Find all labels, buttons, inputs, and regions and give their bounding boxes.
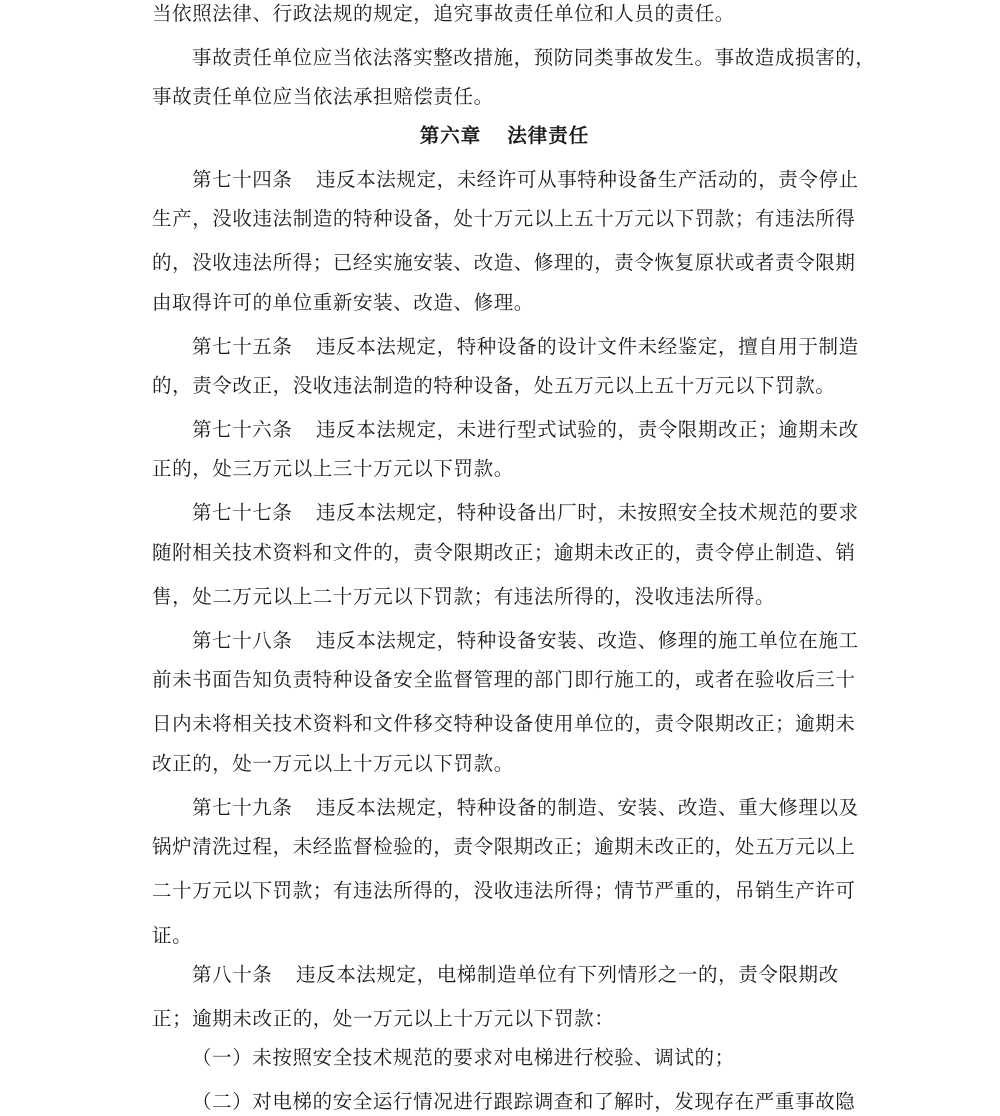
article-number: 第七十四条 [192, 168, 293, 191]
text-line: 前未书面告知负责特种设备安全监督管理的部门即行施工的，或者在验收后三十 [152, 668, 856, 691]
article-number: 第七十七条 [192, 501, 293, 524]
text-line: 事故责任单位应当依法承担赔偿责任。 [152, 85, 494, 108]
list-item: （一）未按照安全技术规范的要求对电梯进行校验、调试的； [192, 1046, 735, 1069]
article-first-line [192, 166, 859, 194]
chapter-heading [152, 122, 857, 150]
chapter-number: 第六章 [419, 124, 482, 147]
text-line: 正；逾期未改正的，处一万元以上十万元以下罚款： [152, 1007, 615, 1030]
article-text: 违反本法规定，特种设备出厂时，未按照安全技术规范的要求 [316, 501, 859, 524]
article-text: 违反本法规定，特种设备的设计文件未经鉴定，擅自用于制造 [316, 335, 859, 358]
text-line: 改正的，处一万元以上十万元以下罚款。 [152, 752, 514, 775]
article-first-line [192, 416, 859, 444]
article-number: 第七十六条 [192, 418, 293, 441]
article-first-line [192, 627, 859, 655]
text-line: 正的，处三万元以上三十万元以下罚款。 [152, 457, 514, 480]
chapter-title: 法律责任 [507, 124, 590, 147]
article-first-line [192, 794, 859, 822]
text-line: 事故责任单位应当依法落实整改措施，预防同类事故发生。事故造成损害的， [192, 46, 876, 69]
article-number: 第八十条 [192, 963, 273, 986]
text-line: 由取得许可的单位重新安装、改造、修理。 [152, 291, 534, 314]
text-line: 证。 [152, 924, 193, 947]
article-number: 第七十八条 [192, 629, 293, 652]
article-text: 违反本法规定，未进行型式试验的，责令限期改正；逾期未改 [316, 418, 859, 441]
article-first-line [192, 961, 839, 989]
text-line: 的，没收违法所得；已经实施安装、改造、修理的，责令恢复原状或者责令限期 [152, 251, 856, 274]
article-text: 违反本法规定，特种设备安装、改造、修理的施工单位在施工 [316, 629, 859, 652]
article-text: 违反本法规定，未经许可从事特种设备生产活动的，责令停止 [316, 168, 859, 191]
text-line: 随附相关技术资料和文件的，责令限期改正；逾期未改正的，责令停止制造、销 [152, 541, 856, 564]
article-text: 违反本法规定，特种设备的制造、安装、改造、重大修理以及 [316, 796, 859, 819]
text-line: 二十万元以下罚款；有违法所得的，没收违法所得；情节严重的，吊销生产许可 [152, 879, 856, 902]
article-first-line [192, 499, 859, 527]
text-line: 锅炉清洗过程，未经监督检验的，责令限期改正；逾期未改正的，处五万元以上 [152, 835, 856, 858]
text-line: 生产，没收违法制造的特种设备，处十万元以上五十万元以下罚款；有违法所得 [152, 207, 856, 230]
text-line: 日内未将相关技术资料和文件移交特种设备使用单位的，责令限期改正；逾期未 [152, 712, 856, 735]
article-number: 第七十五条 [192, 335, 293, 358]
text-line: 售，处二万元以上二十万元以下罚款；有违法所得的，没收违法所得。 [152, 585, 776, 608]
article-number: 第七十九条 [192, 796, 293, 819]
list-item: （二）对电梯的安全运行情况进行跟踪调查和了解时，发现存在严重事故隐 [192, 1090, 856, 1113]
article-text: 违反本法规定，电梯制造单位有下列情形之一的，责令限期改 [296, 963, 839, 986]
text-line: 当依照法律、行政法规的规定，追究事故责任单位和人员的责任。 [152, 2, 735, 25]
text-line: 的，责令改正，没收违法制造的特种设备，处五万元以上五十万元以下罚款。 [152, 374, 836, 397]
article-first-line [192, 333, 859, 361]
